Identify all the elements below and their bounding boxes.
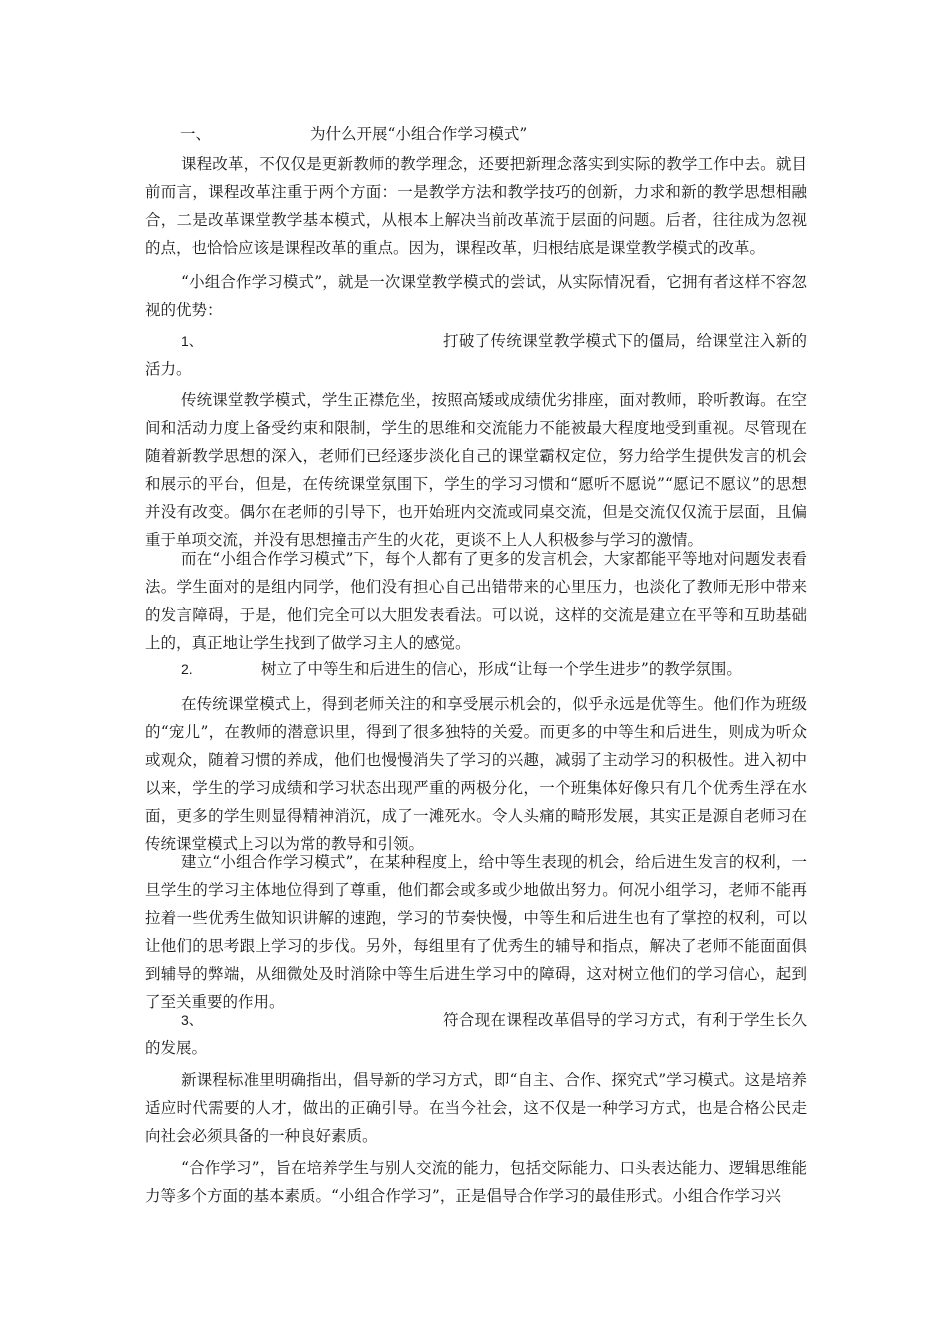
paragraph: 传统课堂教学模式，学生正襟危坐，按照高矮或成绩优劣排座，面对教师，聆听教诲。在空间和活动力度上备受约束和限制，学生的思维和交流能力不能被最大程度地受到重视。尽管现在随着新教学思想的深入，老师们已经逐步淡化自己的课堂霸权定位，努力给学生提供发言的机会和展示的平台，但是，在传统课堂氛围下，学生的学习习惯和“愿听不愿说”“愿记不愿议”的思想并没有改变。偶尔在老师的引导下，也开始班内交流或同桌交流，但是交流仅仅流于层面，且偏重于单项交流，并没有思想撞击产生的火花，更谈不上人人积极参与学习的激情。 [145, 391, 807, 549]
paragraph: 课程改革，不仅仅是更新教师的教学理念，还要把新理念落实到实际的教学工作中去。就目前而言，课程改革注重于两个方面：一是教学方法和教学技巧的创新，力求和新的教学思想相融合，二是改革课堂教学基本模式，从根本上解决当前改革流于层面的问题。后者，往往成为忽视的点，也恰恰应该是课程改革的重点。因为，课程改革，归根结底是课堂教学模式的改革。 [145, 155, 807, 257]
list-item-number: 1、 [181, 333, 203, 349]
list-item-text: 符合现在课程改革倡导的学习方式，有利于学生长久的发展。 [145, 1011, 807, 1057]
list-item-2 [145, 655, 807, 683]
section-number: 一、 [180, 125, 212, 143]
paragraph: 而在“小组合作学习模式”下，每个人都有了更多的发言机会，大家都能平等地对问题发表看法。学生面对的是组内同学，他们没有担心自己出错带来的心里压力，也淡化了教师无形中带来的发言障碍，于是，他们完全可以大胆发表看法。可以说，这样的交流是建立在平等和互助基础上的，真正地让学生找到了做学习主人的感觉。 [145, 550, 807, 652]
list-item-text: 打破了传统课堂教学模式下的僵局，给课堂注入新的活力。 [145, 332, 807, 378]
paragraph: “合作学习”，旨在培养学生与别人交流的能力，包括交际能力、口头表达能力、逻辑思维能力等多个方面的基本素质。“小组合作学习”，正是倡导合作学习的最佳形式。小组合作学习兴 [145, 1159, 807, 1205]
list-item-1 [145, 327, 807, 383]
paragraph: 新课程标准里明确指出，倡导新的学习方式，即“自主、合作、探究式”学习模式。这是培养适应时代需要的人才，做出的正确引导。在当今社会，这不仅是一种学习方式，也是合格公民走向社会必须具备的一种良好素质。 [145, 1071, 807, 1145]
paragraph: “小组合作学习模式”，就是一次课堂教学模式的尝试，从实际情况看，它拥有者这样不容忽视的优势： [145, 273, 807, 319]
list-item-3 [145, 1006, 807, 1062]
section-title: 为什么开展“小组合作学习模式” [310, 125, 528, 143]
section-heading [180, 120, 527, 148]
paragraph: 在传统课堂模式上，得到老师关注的和享受展示机会的，似乎永远是优等生。他们作为班级的“宠儿”，在教师的潜意识里，得到了很多独特的关爱。而更多的中等生和后进生，则成为听众或观众，随着习惯的养成，他们也慢慢消失了学习的兴趣，减弱了主动学习的积极性。进入初中以来，学生的学习成绩和学习状态出现严重的两极分化，一个班集体好像只有几个优秀生浮在水面，更多的学生则显得精神消沉，成了一滩死水。令人头痛的畸形发展，其实正是源自老师习在传统课堂模式上习以为常的教导和引领。 [145, 695, 807, 853]
list-item-number: 3、 [181, 1012, 203, 1028]
paragraph: 建立“小组合作学习模式”，在某种程度上，给中等生表现的机会，给后进生发言的权利，一旦学生的学习主体地位得到了尊重，他们都会或多或少地做出努力。何况小组学习，老师不能再拉着一些优秀生做知识讲解的速跑，学习的节奏快慢，中等生和后进生也有了掌控的权利，可以让他们的思考跟上学习的步伐。另外，每组里有了优秀生的辅导和指点，解决了老师不能面面俱到辅导的弊端，从细微处及时消除中等生后进生学习中的障碍，这对树立他们的学习信心，起到了至关重要的作用。 [145, 853, 807, 1011]
list-item-text: 树立了中等生和后进生的信心，形成“让每一个学生进步”的教学氛围。 [261, 660, 742, 678]
list-item-number: 2. [181, 661, 193, 677]
